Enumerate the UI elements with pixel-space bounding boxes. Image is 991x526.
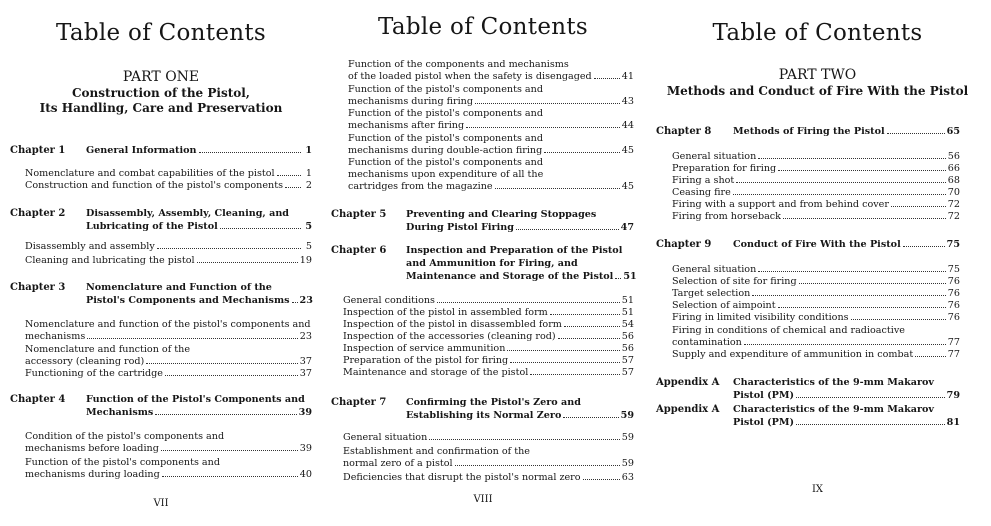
entry-text: General conditions — [343, 295, 435, 306]
dot-leader — [157, 248, 301, 249]
entry-text: Firing a shot — [672, 175, 735, 186]
dot-leader — [796, 424, 945, 425]
chapter-heading-line: Nomenclature and Function of the — [86, 282, 272, 293]
part-one-header — [0, 70, 322, 116]
chapter-heading-line — [86, 145, 312, 157]
page-number: 65 — [946, 126, 960, 137]
toc-entry-line: Nomenclature and function of the pistol's components and — [25, 319, 311, 330]
entry-text: General Information — [86, 145, 197, 156]
entry-text: Pistol (PM) — [733, 390, 794, 401]
toc-entry-line — [25, 331, 312, 343]
dot-leader — [778, 170, 946, 171]
toc-entry-line — [672, 211, 960, 223]
toc-entry-line — [672, 187, 960, 199]
chapter-heading-line — [86, 221, 312, 233]
entry-text: Ceasing fire — [672, 187, 731, 198]
dot-leader — [530, 374, 619, 375]
dot-leader — [495, 188, 620, 189]
dot-leader — [758, 271, 946, 272]
dot-leader — [437, 302, 620, 303]
entry-text: Preparation for firing — [672, 163, 777, 174]
page-number: 77 — [947, 337, 960, 348]
page-number: 76 — [947, 276, 960, 287]
page-number: 75 — [947, 264, 960, 275]
toc-entry-line — [672, 312, 960, 324]
chapter-heading-line — [733, 390, 960, 402]
entry-text: contamination — [672, 337, 742, 348]
entry-text: Firing from horseback — [672, 211, 781, 222]
entry-text: Construction and function of the pistol's components — [25, 180, 283, 191]
chapter-heading-line — [733, 239, 960, 251]
entry-text: Supply and expenditure of ammunition in combat — [672, 349, 914, 360]
page-number: 72 — [947, 211, 960, 222]
dot-leader — [563, 417, 618, 418]
page-number: 63 — [621, 472, 634, 483]
part-two-header — [644, 68, 991, 99]
page-number: 41 — [621, 71, 634, 82]
page-number: 76 — [947, 288, 960, 299]
toc-page-vii — [0, 0, 322, 526]
entry-text: Target selection — [672, 288, 751, 299]
toc-entry-line — [25, 368, 312, 380]
dot-leader — [455, 465, 620, 466]
dot-leader — [146, 363, 298, 364]
dot-leader — [220, 228, 301, 229]
toc-entry-line: Establishment and confirmation of the — [343, 446, 530, 457]
entry-text: Pistol (PM) — [733, 417, 794, 428]
page-number: 59 — [620, 410, 634, 421]
toc-entry-line: Nomenclature and function of the — [25, 344, 191, 355]
page-number: 70 — [947, 187, 960, 198]
toc-entry-line — [348, 96, 634, 108]
dot-leader — [799, 283, 946, 284]
part-label: PART TWO — [778, 67, 857, 83]
dot-leader — [165, 375, 298, 376]
toc-entry-line: Function of the pistol's components and — [348, 108, 543, 119]
toc-entry-line — [343, 319, 634, 331]
entry-text: Deficiencies that disrupt the pistol's normal zero — [343, 472, 581, 483]
dot-leader — [615, 278, 621, 279]
toc-entry-line — [25, 443, 312, 455]
dot-leader — [516, 229, 619, 230]
toc-entry-line — [343, 307, 634, 319]
toc-entry-line — [25, 180, 312, 192]
page-number: 51 — [623, 271, 637, 282]
page-number: 5 — [305, 221, 312, 232]
entry-text: Maintenance and storage of the pistol — [343, 367, 529, 378]
chapter-heading-line: Function of the Pistol's Components and — [86, 394, 305, 405]
entry-text: cartridges from the magazine — [348, 181, 493, 192]
dot-leader — [558, 338, 620, 339]
page-number: 79 — [946, 390, 960, 401]
page-number: 76 — [947, 300, 960, 311]
page-folio: VII — [153, 498, 169, 509]
toc-entry-line — [672, 264, 960, 276]
entry-text: mechanisms during loading — [25, 469, 160, 480]
dot-leader — [758, 158, 946, 159]
entry-text: General situation — [343, 432, 428, 443]
chapter-label: Chapter 6 — [331, 245, 387, 256]
dot-leader — [292, 302, 298, 303]
entry-text: Disassembly and assembly — [25, 241, 155, 252]
dot-leader — [155, 414, 296, 415]
dot-leader — [285, 187, 301, 188]
toc-entry-line — [343, 331, 634, 343]
toc-entry-line: Function of the components and mechanisms — [348, 59, 569, 70]
toc-entry-line — [672, 288, 960, 300]
page-number: 66 — [947, 163, 960, 174]
entry-text: Lubricating of the Pistol — [86, 221, 218, 232]
chapter-heading-line — [86, 407, 312, 419]
chapter-label: Chapter 8 — [656, 126, 712, 137]
chapter-heading-line — [406, 271, 637, 283]
page-number: 59 — [621, 432, 634, 443]
toc-entry-line: Function of the pistol's components and — [348, 84, 543, 95]
toc-entry-line — [343, 472, 634, 484]
page-number: 23 — [299, 295, 313, 306]
page-number: 68 — [947, 175, 960, 186]
page-number: 77 — [947, 349, 960, 360]
chapter-heading-line: Preventing and Clearing Stoppages — [406, 209, 597, 220]
entry-text: Inspection of the accessories (cleaning rod) — [343, 331, 556, 342]
toc-entry-line — [348, 120, 634, 132]
chapter-heading-line: Disassembly, Assembly, Cleaning, and — [86, 208, 289, 219]
chapter-heading-line — [733, 417, 960, 429]
page-number: 1 — [305, 168, 312, 179]
entry-text: Mechanisms — [86, 407, 154, 418]
entry-text: Conduct of Fire With the Pistol — [733, 239, 901, 250]
dot-leader — [564, 326, 620, 327]
dot-leader — [891, 206, 946, 207]
dot-leader — [744, 344, 946, 345]
chapter-label: Chapter 9 — [656, 239, 712, 250]
page-number: 81 — [946, 417, 960, 428]
chapter-heading-line: Characteristics of the 9-mm Makarov — [733, 377, 934, 388]
page-title: Table of Contents — [55, 20, 266, 46]
chapter-heading-line — [86, 295, 312, 307]
dot-leader — [752, 295, 945, 296]
dot-leader — [510, 362, 620, 363]
dot-leader — [161, 450, 298, 451]
toc-entry-line: mechanisms upon expenditure of all the — [348, 169, 544, 180]
chapter-heading-line: Inspection and Preparation of the Pistol — [406, 245, 623, 256]
dot-leader — [162, 476, 298, 477]
part-title-line: Methods and Conduct of Fire With the Pistol — [666, 84, 969, 98]
entry-text: General situation — [672, 151, 757, 162]
toc-entry-line — [343, 343, 634, 355]
entry-text: mechanisms during firing — [348, 96, 474, 107]
dot-leader — [851, 319, 946, 320]
entry-text: Selection of aimpoint — [672, 300, 776, 311]
toc-entry-line — [25, 255, 312, 267]
page-number: 1 — [305, 145, 312, 156]
chapter-heading-line — [733, 126, 960, 138]
page-number: 37 — [299, 368, 312, 379]
entry-text: Functioning of the cartridge — [25, 368, 163, 379]
toc-entry-line — [672, 276, 960, 288]
chapter-heading-line — [406, 222, 634, 234]
toc-entry-line — [25, 356, 312, 368]
toc-page-viii — [322, 0, 644, 526]
page-number: 51 — [621, 307, 634, 318]
page-title: Table of Contents — [377, 14, 588, 40]
entry-text: Maintenance and Storage of the Pistol — [406, 271, 614, 282]
chapter-label: Chapter 4 — [10, 394, 66, 405]
chapter-heading-line: Confirming the Pistol's Zero and — [406, 397, 581, 408]
entry-text: mechanisms after firing — [348, 120, 465, 131]
toc-page-ix — [644, 0, 991, 526]
dot-leader — [594, 78, 620, 79]
toc-entry-line — [348, 145, 634, 157]
entry-text: accessory (cleaning rod) — [25, 356, 145, 367]
page-number: 75 — [946, 239, 960, 250]
page-number: 57 — [621, 355, 634, 366]
dot-leader — [778, 307, 946, 308]
dot-leader — [507, 350, 619, 351]
dot-leader — [915, 356, 946, 357]
page-number: 56 — [947, 151, 960, 162]
page-number: 56 — [621, 343, 634, 354]
dot-leader — [783, 218, 946, 219]
toc-entry-line: Function of the pistol's components and — [25, 457, 220, 468]
entry-text: Preparation of the pistol for firing — [343, 355, 509, 366]
toc-entry-line: Function of the pistol's components and — [348, 157, 543, 168]
chapter-heading-line — [406, 410, 634, 422]
page-number: 40 — [299, 469, 312, 480]
dot-leader — [733, 194, 946, 195]
page-number: 72 — [947, 199, 960, 210]
entry-text: mechanisms before loading — [25, 443, 159, 454]
toc-entry-line — [672, 199, 960, 211]
toc-entry-line — [348, 181, 634, 193]
page-folio: IX — [811, 484, 824, 495]
page-number: 19 — [299, 255, 312, 266]
page-number: 37 — [299, 356, 312, 367]
dot-leader — [796, 397, 945, 398]
chapter-label: Chapter 2 — [10, 208, 66, 219]
entry-text: of the loaded pistol when the safety is disengaged — [348, 71, 592, 82]
dot-leader — [277, 175, 301, 176]
page-number: 76 — [947, 312, 960, 323]
page-number: 59 — [621, 458, 634, 469]
chapter-label: Chapter 3 — [10, 282, 66, 293]
dot-leader — [87, 338, 298, 339]
entry-text: Establishing its Normal Zero — [406, 410, 562, 421]
page-number: 54 — [621, 319, 634, 330]
toc-entry-line — [343, 367, 634, 379]
chapter-label: Chapter 5 — [331, 209, 387, 220]
page-number: 39 — [299, 443, 312, 454]
toc-entry-line: Firing in conditions of chemical and radioactive — [672, 325, 905, 336]
entry-text: Firing in limited visibility conditions — [672, 312, 849, 323]
entry-text: Inspection of the pistol in disassembled form — [343, 319, 562, 330]
chapter-label: Appendix A — [656, 377, 720, 388]
entry-text: mechanisms during double-action firing — [348, 145, 543, 156]
toc-entry-line — [343, 355, 634, 367]
toc-entry-line — [25, 469, 312, 481]
toc-entry-line — [343, 295, 634, 307]
entry-text: Selection of site for firing — [672, 276, 797, 287]
dot-leader — [197, 262, 298, 263]
entry-text: Inspection of the pistol in assembled form — [343, 307, 548, 318]
toc-entry-line — [672, 349, 960, 361]
page-number: 47 — [620, 222, 634, 233]
entry-text: General situation — [672, 264, 757, 275]
dot-leader — [544, 152, 620, 153]
page-number: 44 — [621, 120, 634, 131]
dot-leader — [429, 439, 620, 440]
page-number: 57 — [621, 367, 634, 378]
entry-text: Nomenclature and combat capabilities of the pistol — [25, 168, 275, 179]
dot-leader — [466, 127, 620, 128]
toc-entry-line — [672, 163, 960, 175]
page-number: 56 — [621, 331, 634, 342]
dot-leader — [550, 314, 620, 315]
page-number: 23 — [299, 331, 312, 342]
page-title: Table of Contents — [712, 20, 923, 46]
entry-text: Firing with a support and from behind cover — [672, 199, 889, 210]
page-number: 43 — [621, 96, 634, 107]
dot-leader — [903, 246, 945, 247]
entry-text: Methods of Firing the Pistol — [733, 126, 885, 137]
dot-leader — [475, 103, 620, 104]
dot-leader — [887, 133, 945, 134]
toc-entry-line — [672, 151, 960, 163]
page-number: 51 — [621, 295, 634, 306]
toc-entry-line: Condition of the pistol's components and — [25, 431, 225, 442]
page-number: 45 — [621, 181, 634, 192]
toc-entry-line: Function of the pistol's components and — [348, 133, 543, 144]
chapter-heading-line: and Ammunition for Firing, and — [406, 258, 578, 269]
dot-leader — [583, 479, 620, 480]
part-title-line: Its Handling, Care and Preservation — [39, 101, 283, 115]
toc-entry-line — [343, 432, 634, 444]
toc-entry-line — [25, 168, 312, 180]
page-folio: VIII — [473, 494, 493, 505]
chapter-label: Appendix A — [656, 404, 720, 415]
toc-entry-line — [672, 337, 960, 349]
toc-entry-line — [348, 71, 634, 83]
chapter-label: Chapter 1 — [10, 145, 66, 156]
dot-leader — [736, 182, 946, 183]
page-number: 45 — [621, 145, 634, 156]
toc-entry-line — [672, 175, 960, 187]
entry-text: Inspection of service ammunition — [343, 343, 506, 354]
part-label: PART ONE — [122, 69, 200, 85]
part-title-line: Construction of the Pistol, — [72, 86, 250, 100]
entry-text: normal zero of a pistol — [343, 458, 453, 469]
entry-text: Cleaning and lubricating the pistol — [25, 255, 195, 266]
page-number: 39 — [298, 407, 312, 418]
entry-text: Pistol's Components and Mechanisms — [86, 295, 290, 306]
entry-text: mechanisms — [25, 331, 86, 342]
chapter-label: Chapter 7 — [331, 397, 387, 408]
page-number: 5 — [305, 241, 312, 252]
entry-text: During Pistol Firing — [406, 222, 514, 233]
toc-entry-line — [672, 300, 960, 312]
chapter-heading-line: Characteristics of the 9-mm Makarov — [733, 404, 934, 415]
toc-entry-line — [343, 458, 634, 470]
page-number: 2 — [305, 180, 312, 191]
toc-entry-line — [25, 241, 312, 253]
dot-leader — [199, 152, 302, 153]
